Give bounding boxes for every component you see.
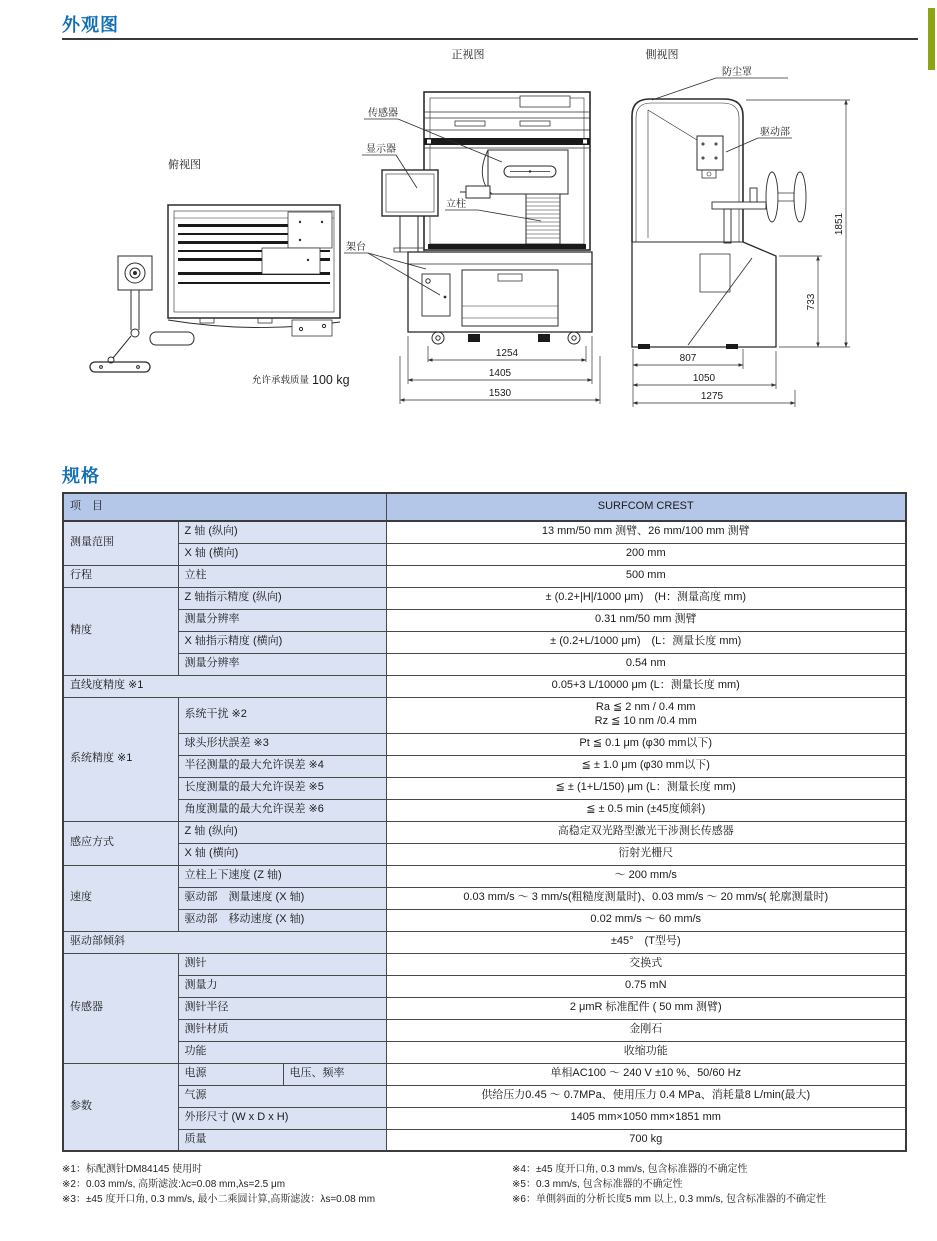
stand-callout: 架台: [346, 242, 366, 253]
side-dim-1851: 1851: [834, 212, 845, 236]
footnote-2: ※2：0.03 mm/s, 高斯滤波:λc=0.08 mm,λs=2.5 μm: [62, 1179, 286, 1190]
spec-row: [63, 887, 906, 909]
front-view-dimensions: [400, 336, 600, 404]
row-label: 半径测量的最大允许误差 ※4: [178, 755, 386, 777]
spec-header-row: [63, 493, 906, 521]
load-caption-value: 100 kg: [312, 373, 350, 387]
group-travel: 行程: [63, 565, 178, 587]
top-view-label: 俯视图: [168, 159, 201, 171]
spec-row: [63, 543, 906, 565]
spec-row: [63, 821, 906, 843]
section-title-appearance: 外观图: [62, 15, 119, 35]
row-value: ≦ ± (1+L/150) μm (L：测量长度 mm): [386, 777, 906, 799]
spec-row: [63, 953, 906, 975]
group-speed: 速度: [63, 865, 178, 931]
row-value: 500 mm: [386, 565, 906, 587]
spec-row: [63, 631, 906, 653]
row-value: 单相AC100 ～ 240 V ±10 %、50/60 Hz: [386, 1063, 906, 1085]
footnote-3: ※3：±45 度开口角, 0.3 mm/s, 最小二乘圆计算,高斯滤波：λs=0.08 mm: [62, 1194, 376, 1205]
group-measuring-range: 测量范围: [63, 521, 178, 565]
row-label: 系统干扰 ※2: [178, 697, 386, 733]
row-value: Pt ≦ 0.1 μm (φ30 mm以下): [386, 733, 906, 755]
side-dim-1050: 1050: [692, 373, 716, 384]
row-label: 测针半径: [178, 997, 386, 1019]
spec-row: [63, 609, 906, 631]
row-value: 1405 mm×1050 mm×1851 mm: [386, 1107, 906, 1129]
group-system-accuracy: 系统精度 ※1: [63, 697, 178, 821]
row-value: 金刚石: [386, 1019, 906, 1041]
row-label: 驱动部 测量速度 (X 轴): [178, 887, 386, 909]
group-detection: 感应方式: [63, 821, 178, 865]
spec-row: [63, 777, 906, 799]
side-view-drive-unit: [697, 136, 723, 178]
outline-drawings: [0, 45, 937, 450]
group-accuracy: 精度: [63, 587, 178, 675]
row-value: 高稳定双光路型激光干涉测长传感器: [386, 821, 906, 843]
display-callout: 显示器: [366, 144, 396, 155]
front-view-stand: [408, 252, 592, 344]
row-label: 立柱上下速度 (Z 轴): [178, 865, 386, 887]
spec-row: [63, 799, 906, 821]
spec-row: [63, 1019, 906, 1041]
row-sublabel: 电压、频率: [283, 1063, 386, 1085]
row-value: ± (0.2+|H|/1000 μm) (H：测量高度 mm): [386, 587, 906, 609]
row-label: 长度测量的最大允许误差 ※5: [178, 777, 386, 799]
row-label: 立柱: [178, 565, 386, 587]
side-view-drawing: [632, 47, 850, 407]
side-view-hdims: [633, 349, 795, 407]
row-label: 球头形状誤差 ※3: [178, 733, 386, 755]
spec-row: [63, 675, 906, 697]
spec-row: [63, 865, 906, 887]
front-view-callouts: [344, 106, 541, 295]
footnotes-left: [62, 1162, 375, 1207]
row-value: 2 μmR 标准配件 ( 50 mm 测臂): [386, 997, 906, 1019]
spec-row: [63, 587, 906, 609]
group-sensor: 传感器: [63, 953, 178, 1063]
row-value: ～ 200 mm/s: [386, 865, 906, 887]
footnote-6: ※6：单側斜面的分析长度5 mm 以上, 0.3 mm/s, 包含标准器的不确定性: [512, 1194, 826, 1205]
row-label: 测针: [178, 953, 386, 975]
section-title-specs: 规格: [62, 466, 100, 486]
row-label: Z 轴指示精度 (纵向): [178, 587, 386, 609]
front-dim-1254: 1254: [495, 348, 519, 359]
group-tilt: 驱动部倾斜: [63, 931, 386, 953]
row-value: 200 mm: [386, 543, 906, 565]
row-value: 0.54 nm: [386, 653, 906, 675]
row-value: [386, 697, 906, 733]
row-label: 驱动部 移动速度 (X 轴): [178, 909, 386, 931]
row-value: 供给压力0.45 ～ 0.7MPa、使用压力 0.4 MPa、消耗量8 L/min(最大): [386, 1085, 906, 1107]
row-value-line1: Ra ≦ 2 nm / 0.4 mm: [595, 701, 696, 714]
spec-row: [63, 565, 906, 587]
front-view-label: 正视图: [451, 49, 485, 61]
spec-header-product: SURFCOM CREST: [386, 493, 906, 521]
dust-cover-callout: 防尘罩: [722, 67, 752, 78]
row-value: ±45° (T型号): [386, 931, 906, 953]
row-label: 测针材质: [178, 1019, 386, 1041]
row-label: 电源: [178, 1063, 283, 1085]
spec-row: [63, 931, 906, 953]
row-value: 0.02 mm/s ～ 60 mm/s: [386, 909, 906, 931]
group-params: 参数: [63, 1063, 178, 1151]
front-dim-1405: 1405: [488, 368, 512, 379]
row-value: 0.03 mm/s ～ 3 mm/s(粗糙度测量时)、0.03 mm/s ～ 20 mm/s( 轮廓测量时): [386, 887, 906, 909]
row-label: X 轴 (横向): [178, 543, 386, 565]
footnote-5: ※5：0.3 mm/s, 包含标准器的不确定性: [512, 1179, 683, 1190]
group-straightness: 直线度精度 ※1: [63, 675, 386, 697]
spec-row: [63, 521, 906, 543]
sensor-callout: 传感器: [368, 108, 398, 119]
front-view-sensor-unit: [460, 150, 568, 198]
row-label: 质量: [178, 1129, 386, 1151]
spec-row: [63, 1107, 906, 1129]
spec-row: [63, 1085, 906, 1107]
row-label: X 轴 (横向): [178, 843, 386, 865]
row-value: 衍射光栅尺: [386, 843, 906, 865]
spec-row: [63, 1063, 906, 1085]
footnotes-right: [512, 1162, 826, 1207]
drive-unit-callout: 驱动部: [760, 127, 790, 138]
load-caption-label: 允许承载质量: [252, 375, 310, 386]
row-label: 功能: [178, 1041, 386, 1063]
row-value: 13 mm/50 mm 测臂、26 mm/100 mm 测臂: [386, 521, 906, 543]
spec-row: [63, 997, 906, 1019]
row-label: Z 轴 (纵向): [178, 521, 386, 543]
row-label: X 轴指示精度 (横向): [178, 631, 386, 653]
spec-row: [63, 975, 906, 997]
row-value: 交换式: [386, 953, 906, 975]
spec-row: [63, 1129, 906, 1151]
side-view-label: 側视图: [645, 49, 679, 61]
front-view-display: [382, 170, 438, 252]
spec-row: [63, 697, 906, 733]
side-view-base: [632, 242, 776, 349]
row-label: 气源: [178, 1085, 386, 1107]
spec-header-item: 项 目: [63, 493, 386, 521]
row-label: Z 轴 (纵向): [178, 821, 386, 843]
column-callout: 立柱: [446, 199, 466, 210]
row-value: 收缩功能: [386, 1041, 906, 1063]
spec-row: [63, 1041, 906, 1063]
row-value: 0.05+3 L/10000 μm (L：测量长度 mm): [386, 675, 906, 697]
row-label: 测量分辨率: [178, 609, 386, 631]
spec-row: [63, 653, 906, 675]
front-view-drawing: [344, 48, 600, 404]
row-label: 外形尺寸 (W x D x H): [178, 1107, 386, 1129]
side-view-handwheels: [712, 172, 806, 243]
row-value-line2: Rz ≦ 10 nm /0.4 mm: [594, 715, 697, 727]
row-value: ≦ ± 0.5 min (±45度倾斜): [386, 799, 906, 821]
spec-row: [63, 733, 906, 755]
spec-row: [63, 909, 906, 931]
side-dim-733: 733: [806, 293, 817, 311]
spec-row: [63, 755, 906, 777]
spec-row: [63, 843, 906, 865]
side-dim-807: 807: [679, 353, 697, 364]
row-label: 测量分辨率: [178, 653, 386, 675]
row-value: 0.31 nm/50 mm 测臂: [386, 609, 906, 631]
spec-table: [62, 492, 907, 1152]
row-label: 测量力: [178, 975, 386, 997]
row-value: 700 kg: [386, 1129, 906, 1151]
row-value: ± (0.2+L/1000 μm) (L：测量长度 mm): [386, 631, 906, 653]
side-dim-1275: 1275: [700, 391, 724, 402]
top-view-drawing: [90, 158, 350, 387]
row-label: 角度测量的最大允许误差 ※6: [178, 799, 386, 821]
row-value: 0.75 mN: [386, 975, 906, 997]
footnote-1: ※1：标配测针DM84145 使用时: [62, 1164, 203, 1175]
front-dim-1530: 1530: [488, 388, 512, 399]
row-value: ≦ ± 1.0 μm (φ30 mm以下): [386, 755, 906, 777]
section-rule: [62, 38, 918, 40]
footnote-4: ※4：±45 度开口角, 0.3 mm/s, 包含标准器的不确定性: [512, 1164, 748, 1175]
